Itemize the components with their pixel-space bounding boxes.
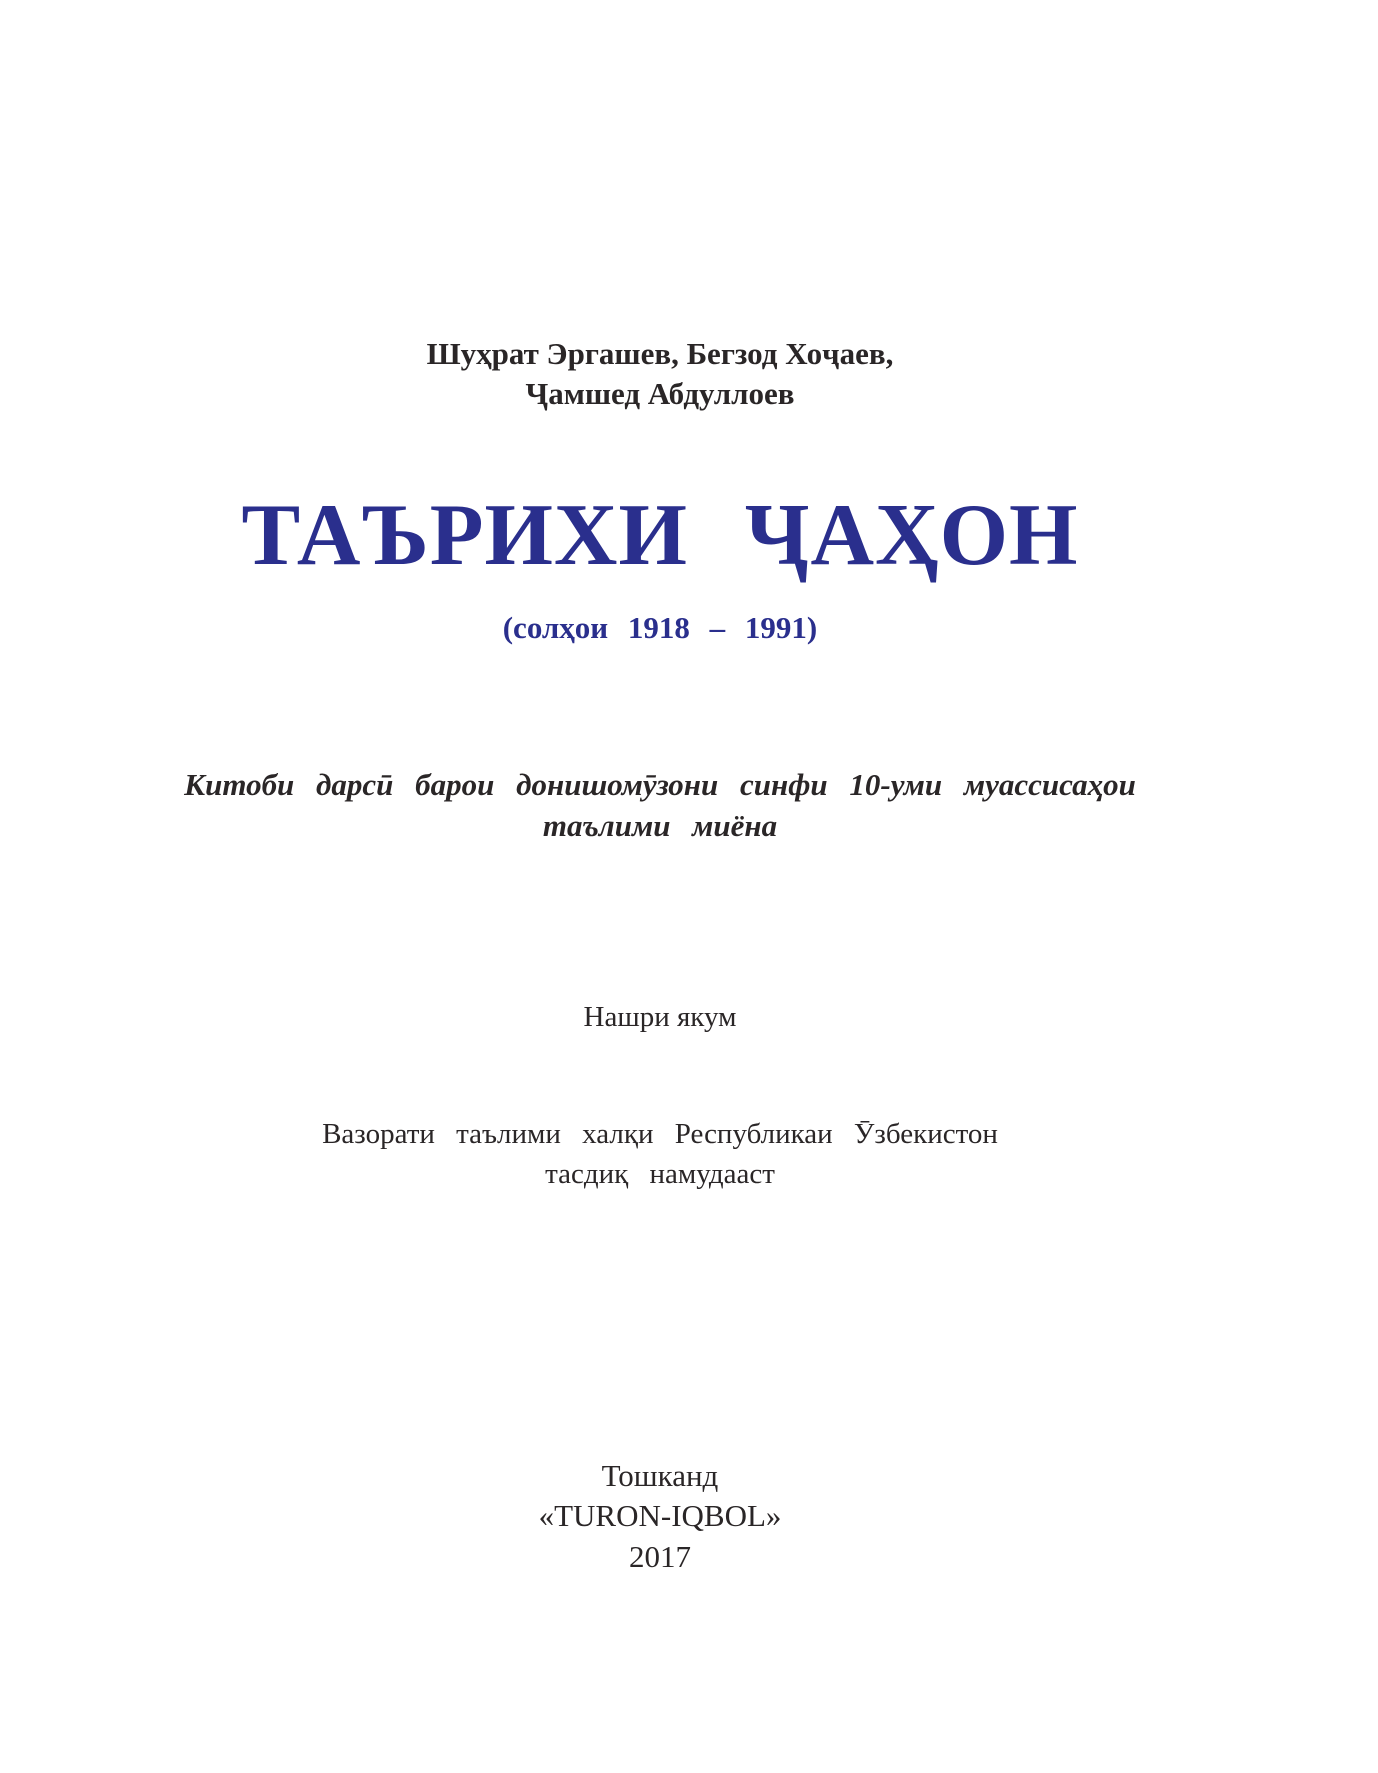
edition-label: Нашри якум: [583, 1001, 737, 1033]
publisher-name: «TURON-IQBOL»: [538, 1498, 782, 1533]
publication-city: Тошканд: [601, 1458, 719, 1493]
approval-line-1: Вазорати таълими халқи Республикаи Ӯзбекистон: [322, 1118, 998, 1150]
authors-line-1: Шуҳрат Эргашев, Бегзод Хоҷаев,: [426, 336, 894, 371]
approval-line-2: тасдиқ намудааст: [545, 1158, 775, 1190]
book-period: (солҳои 1918 – 1991): [502, 610, 818, 645]
publication-year: 2017: [629, 1539, 691, 1574]
authors-line-2: Ҷамшед Абдуллоев: [525, 376, 795, 411]
book-title: ТАЪРИХИ ҶАҲОН: [241, 487, 1079, 584]
book-subtitle-line-2: таълими миёна: [542, 808, 778, 843]
book-subtitle-line-1: Китоби дарсӣ барои донишомӯзони синфи 10-уми муассисаҳои: [184, 767, 1136, 802]
